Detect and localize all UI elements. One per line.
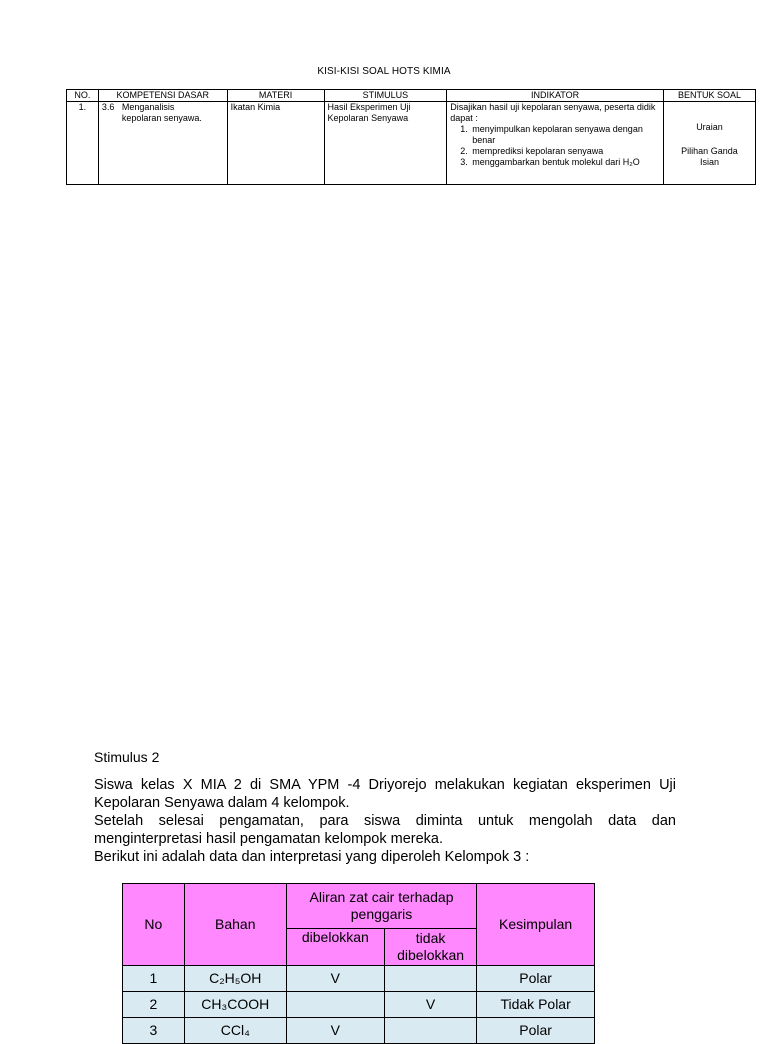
kisi-row <box>67 102 756 185</box>
data-header-row <box>123 884 595 929</box>
cell-kesimpulan: Polar <box>477 1018 595 1044</box>
cell-kompetensi-dasar <box>98 102 227 185</box>
header-bahan: Bahan <box>184 884 286 966</box>
stimulus-paragraph: Setelah selesai pengamatan, para siswa diminta untuk mengolah data dan menginterpretasi hasil pengamatan kelompok mereka. <box>94 813 676 847</box>
header-no: NO. <box>67 90 99 102</box>
stimulus-paragraph: Siswa kelas X MIA 2 di SMA YPM -4 Driyorejo melakukan kegiatan eksperimen Uji Kepolaran Senyawa dalam 4 kelompok. <box>94 777 676 811</box>
bentuk-soal-item: Uraian <box>696 122 723 132</box>
header-kompetensi-dasar: KOMPETENSI DASAR <box>98 90 227 102</box>
page-title: KISI-KISI SOAL HOTS KIMIA <box>317 66 451 77</box>
cell-no: 1 <box>123 966 185 992</box>
kd-code: 3.6 <box>101 102 115 112</box>
cell-tidak-dibelokkan <box>384 966 476 992</box>
cell-bahan: CCl₄ <box>184 1018 286 1044</box>
stimulus-body <box>94 776 676 866</box>
cell-bahan: C₂H₅OH <box>184 966 286 992</box>
cell-no: 2 <box>123 992 185 1018</box>
header-tidak-dibelokkan: tidak dibelokkan <box>384 929 476 966</box>
bentuk-soal-item: Isian <box>699 157 719 167</box>
indikator-item: 3. menggambarkan bentuk molekul dari H₂O <box>470 157 660 168</box>
cell-no: 3 <box>123 1018 185 1044</box>
cell-tidak-dibelokkan: V <box>384 992 476 1018</box>
cell-no: 1. <box>67 102 99 185</box>
cell-tidak-dibelokkan <box>384 1018 476 1044</box>
cell-stimulus: Hasil Eksperimen Uji Kepolaran Senyawa <box>324 102 447 185</box>
header-dibelokkan: dibelokkan <box>286 929 384 966</box>
header-no: No <box>123 884 185 966</box>
cell-dibelokkan: V <box>286 966 384 992</box>
cell-dibelokkan: V <box>286 1018 384 1044</box>
table-row <box>123 992 595 1018</box>
cell-kesimpulan: Tidak Polar <box>477 992 595 1018</box>
kd-text-2: kepolaran senyawa. <box>121 113 202 123</box>
cell-indikator <box>447 102 664 185</box>
indikator-item: 2. memprediksi kepolaran senyawa <box>470 146 660 157</box>
kd-text-1: Menganalisis <box>121 102 175 112</box>
cell-materi: Ikatan Kimia <box>227 102 324 185</box>
cell-bentuk-soal <box>663 102 755 185</box>
table-row <box>123 1018 595 1044</box>
data-table <box>122 883 595 1044</box>
indikator-list <box>450 124 660 168</box>
header-bentuk-soal: BENTUK SOAL <box>663 90 755 102</box>
header-indikator: INDIKATOR <box>447 90 664 102</box>
table-row <box>123 966 595 992</box>
indikator-intro: Disajikan hasil uji kepolaran senyawa, peserta didik dapat : <box>450 102 656 123</box>
cell-kesimpulan: Polar <box>477 966 595 992</box>
header-stimulus: STIMULUS <box>324 90 447 102</box>
stimulus-paragraph: Berikut ini adalah data dan interpretasi yang diperoleh Kelompok 3 : <box>94 849 530 865</box>
indikator-item: 1. menyimpulkan kepolaran senyawa dengan benar <box>470 124 660 146</box>
kisi-kisi-table <box>66 89 756 185</box>
kisi-header-row <box>67 90 756 102</box>
stimulus-title: Stimulus 2 <box>94 749 160 765</box>
bentuk-soal-item: Pilihan Ganda <box>681 146 738 156</box>
cell-bahan: CH₃COOH <box>184 992 286 1018</box>
header-materi: MATERI <box>227 90 324 102</box>
header-aliran: Aliran zat cair terhadap penggaris <box>286 884 476 929</box>
cell-dibelokkan <box>286 992 384 1018</box>
header-kesimpulan: Kesimpulan <box>477 884 595 966</box>
